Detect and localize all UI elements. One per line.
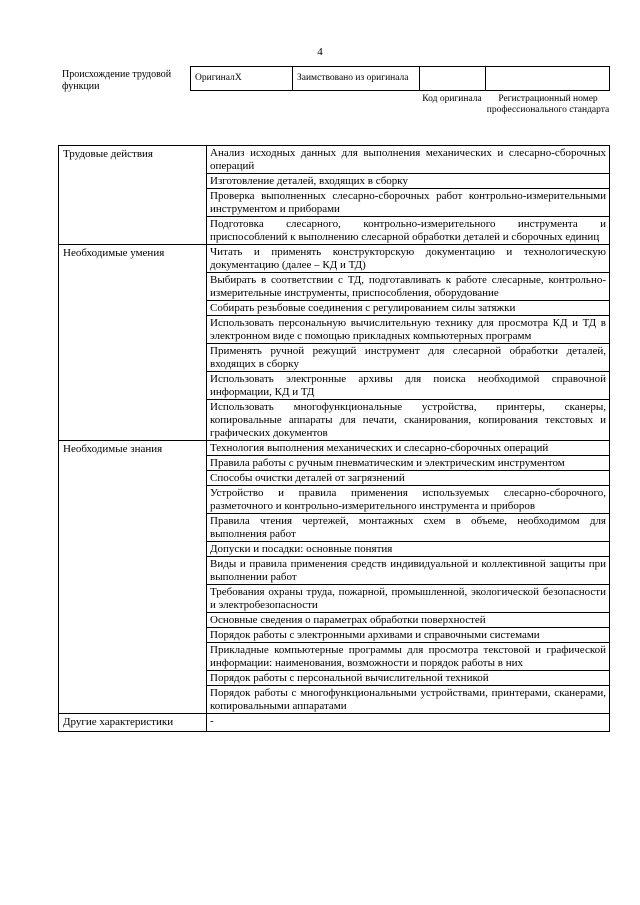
required-knowledge-item: Допуски и посадки: основные понятия <box>207 542 610 557</box>
required-skills-item: Читать и применять конструкторскую документацию и технологическую документацию (далее – КД и ТД) <box>207 245 610 273</box>
labor-actions-item: Анализ исходных данных для выполнения механических и слесарно-сборочных операций <box>207 146 610 174</box>
reg-number-label: Регистрационный номер профессионального стандарта <box>486 94 610 115</box>
other-characteristics-row <box>59 714 610 732</box>
original-mark: X <box>234 73 242 83</box>
reg-number-cell <box>486 67 610 91</box>
labor-actions-item: Проверка выполненных слесарно-сборочных работ контрольно-измерительными инструментом и приборами <box>207 189 610 217</box>
required-knowledge-item: Виды и правила применения средств индивидуальной и коллективной защиты при выполнении работ <box>207 557 610 585</box>
labor-actions-row <box>59 146 610 174</box>
required-skills-item: Использовать многофункциональные устройства, принтеры, сканеры, копировальные аппараты для печати, сканирования, копирования текстовых и графических документов <box>207 400 610 441</box>
code-label: Код оригинала <box>422 94 482 104</box>
required-skills-item: Применять ручной режущий инструмент для слесарной обработки деталей, входящих в сборку <box>207 344 610 372</box>
required-knowledge-item: Порядок работы с многофункциональными устройствами, принтерами, сканерами, копировальными аппаратами <box>207 686 610 714</box>
labor-actions-item: Изготовление деталей, входящих в сборку <box>207 174 610 189</box>
required-knowledge-item: Способы очистки деталей от загрязнений <box>207 471 610 486</box>
required-skills-title: Необходимые умения <box>59 245 207 441</box>
labor-actions-item: Подготовка слесарного, контрольно-измерительного инструмента и приспособлений к выполнению слесарной обработки деталей и сборочных единиц <box>207 217 610 245</box>
required-knowledge-row <box>59 441 610 456</box>
required-knowledge-item: Прикладные компьютерные программы для просмотра текстовой и графической информации: наименования, возможности и порядок работы в них <box>207 643 610 671</box>
required-skills-row <box>59 245 610 273</box>
required-knowledge-title: Необходимые знания <box>59 441 207 714</box>
original-label: Оригинал <box>195 73 235 83</box>
required-knowledge-item: Устройство и правила применения используемых слесарно-сборочного, разметочного и контрольно-измерительного инструмента и приборов <box>207 486 610 514</box>
labor-actions-title: Трудовые действия <box>59 146 207 245</box>
borrowed-label: Заимствовано из оригинала <box>297 73 409 83</box>
labor-function-table <box>58 145 610 732</box>
required-knowledge-item: Технология выполнения механических и слесарно-сборочных операций <box>207 441 610 456</box>
borrowed-cell <box>293 67 420 91</box>
other-characteristics-title: Другие характеристики <box>59 714 207 732</box>
required-knowledge-item: Основные сведения о параметрах обработки поверхностей <box>207 613 610 628</box>
required-knowledge-item: Правила работы с ручным пневматическим и электрическим инструментом <box>207 456 610 471</box>
original-cell <box>191 67 293 91</box>
required-knowledge-item: Правила чтения чертежей, монтажных схем в объеме, необходимом для выполнения работ <box>207 514 610 542</box>
page-number: 4 <box>317 46 323 58</box>
required-skills-item: Использовать электронные архивы для поиска необходимой справочной информации, КД и ТД <box>207 372 610 400</box>
origin-table <box>190 66 610 91</box>
required-knowledge-item: Порядок работы с персональной вычислительной техникой <box>207 671 610 686</box>
required-skills-item: Использовать персональную вычислительную технику для просмотра КД и ТД в электронном виде с помощью прикладных компьютерных программ <box>207 316 610 344</box>
required-knowledge-item: Порядок работы с электронными архивами и справочными системами <box>207 628 610 643</box>
origin-label: Происхождение трудовой функции <box>62 69 172 92</box>
required-skills-item: Выбирать в соответствии с ТД, подготавливать к работе слесарные, контрольно-измерительные инструменты, приспособления, оборудование <box>207 273 610 301</box>
required-skills-item: Собирать резьбовые соединения с регулированием силы затяжки <box>207 301 610 316</box>
code-cell <box>420 67 486 91</box>
other-characteristics-item: - <box>207 714 610 732</box>
required-knowledge-item: Требования охраны труда, пожарной, промышленной, экологической безопасности и электробезопасности <box>207 585 610 613</box>
